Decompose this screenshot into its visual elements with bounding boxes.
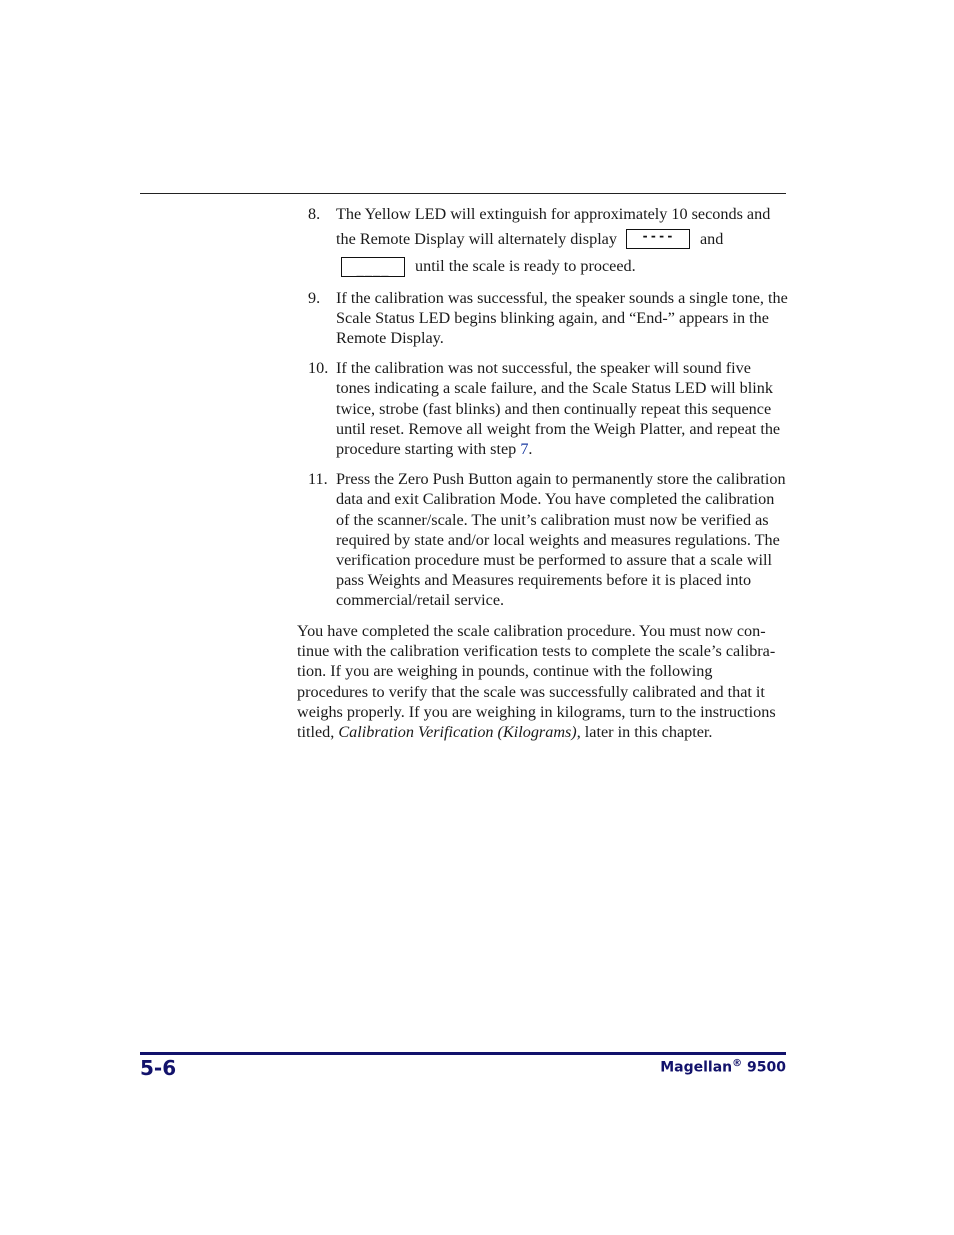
step-text-end: . <box>528 440 533 459</box>
page-number: 5-6 <box>140 1056 177 1080</box>
step-text: Press the Zero Push Button again to permanently store the calibration data and exit Calibration Mode. You have completed the calibration of the scanner/scale. The unit’s calibration must now be verified as required by state and/or local weights and measures regulations. The verification procedure must be performed to assure that a scale will pass Weights and Measures requirements before it is placed into commercial/retail service. <box>336 470 786 610</box>
step-number: 11. <box>308 470 328 489</box>
step-number: 8. <box>308 205 321 223</box>
closing-text-end: , later in this chapter. <box>576 723 713 742</box>
step-text: the Remote Display will alternately display <box>336 230 617 249</box>
step-9 <box>297 288 789 349</box>
procedure-steps <box>297 204 789 621</box>
remote-display-dashes: ---- <box>626 229 690 249</box>
step-text: If the calibration was successful, the speaker sounds a single tone, the Scale Status LED begins blinking again, and “End-” appears in the Remote Display. <box>336 288 788 348</box>
closing-text: You have completed the scale calibration procedure. You must now continue with the calibration verification tests to complete the scale’s calibration. If you are weighing in pounds, continue with the following procedures to verify that the scale was successfully calibrated and that it weighs properly. If you are weighing in kilograms, turn to the instructions titled, <box>297 622 776 742</box>
step-number: 10. <box>308 359 329 378</box>
closing-paragraph <box>297 621 787 742</box>
step-display-line <box>336 229 789 249</box>
registered-mark: ® <box>732 1058 743 1069</box>
step-number: 9. <box>308 288 321 307</box>
step-10 <box>297 358 789 459</box>
product-model: 9500 <box>747 1059 786 1076</box>
step-11 <box>297 469 789 610</box>
product-brand: Magellan <box>660 1059 733 1076</box>
step-7-link[interactable]: 7 <box>520 440 529 459</box>
step-display-line <box>336 256 789 276</box>
closing-section-reference: Calibration Verification (Kilograms) <box>338 723 577 742</box>
step-8 <box>297 204 789 277</box>
remote-display-underscores: ____ <box>341 257 405 277</box>
header-rule <box>140 193 786 194</box>
footer-rule <box>140 1052 786 1055</box>
step-text-body: If the calibration was not successful, the speaker will sound five tones indicating a scale failure, and the Scale Status LED will blink twice, strobe (fast blinks) and then continually repeat this sequence until reset. Remove all weight from the Weigh Platter, and repeat the procedure starting with step <box>336 359 781 459</box>
step-text-line: The Yellow LED will extinguish for approximately 10 seconds and <box>336 205 771 223</box>
step-text: and <box>699 230 724 249</box>
step-text <box>336 358 789 459</box>
product-name <box>660 1058 786 1076</box>
step-text: until the scale is ready to proceed. <box>415 257 636 276</box>
